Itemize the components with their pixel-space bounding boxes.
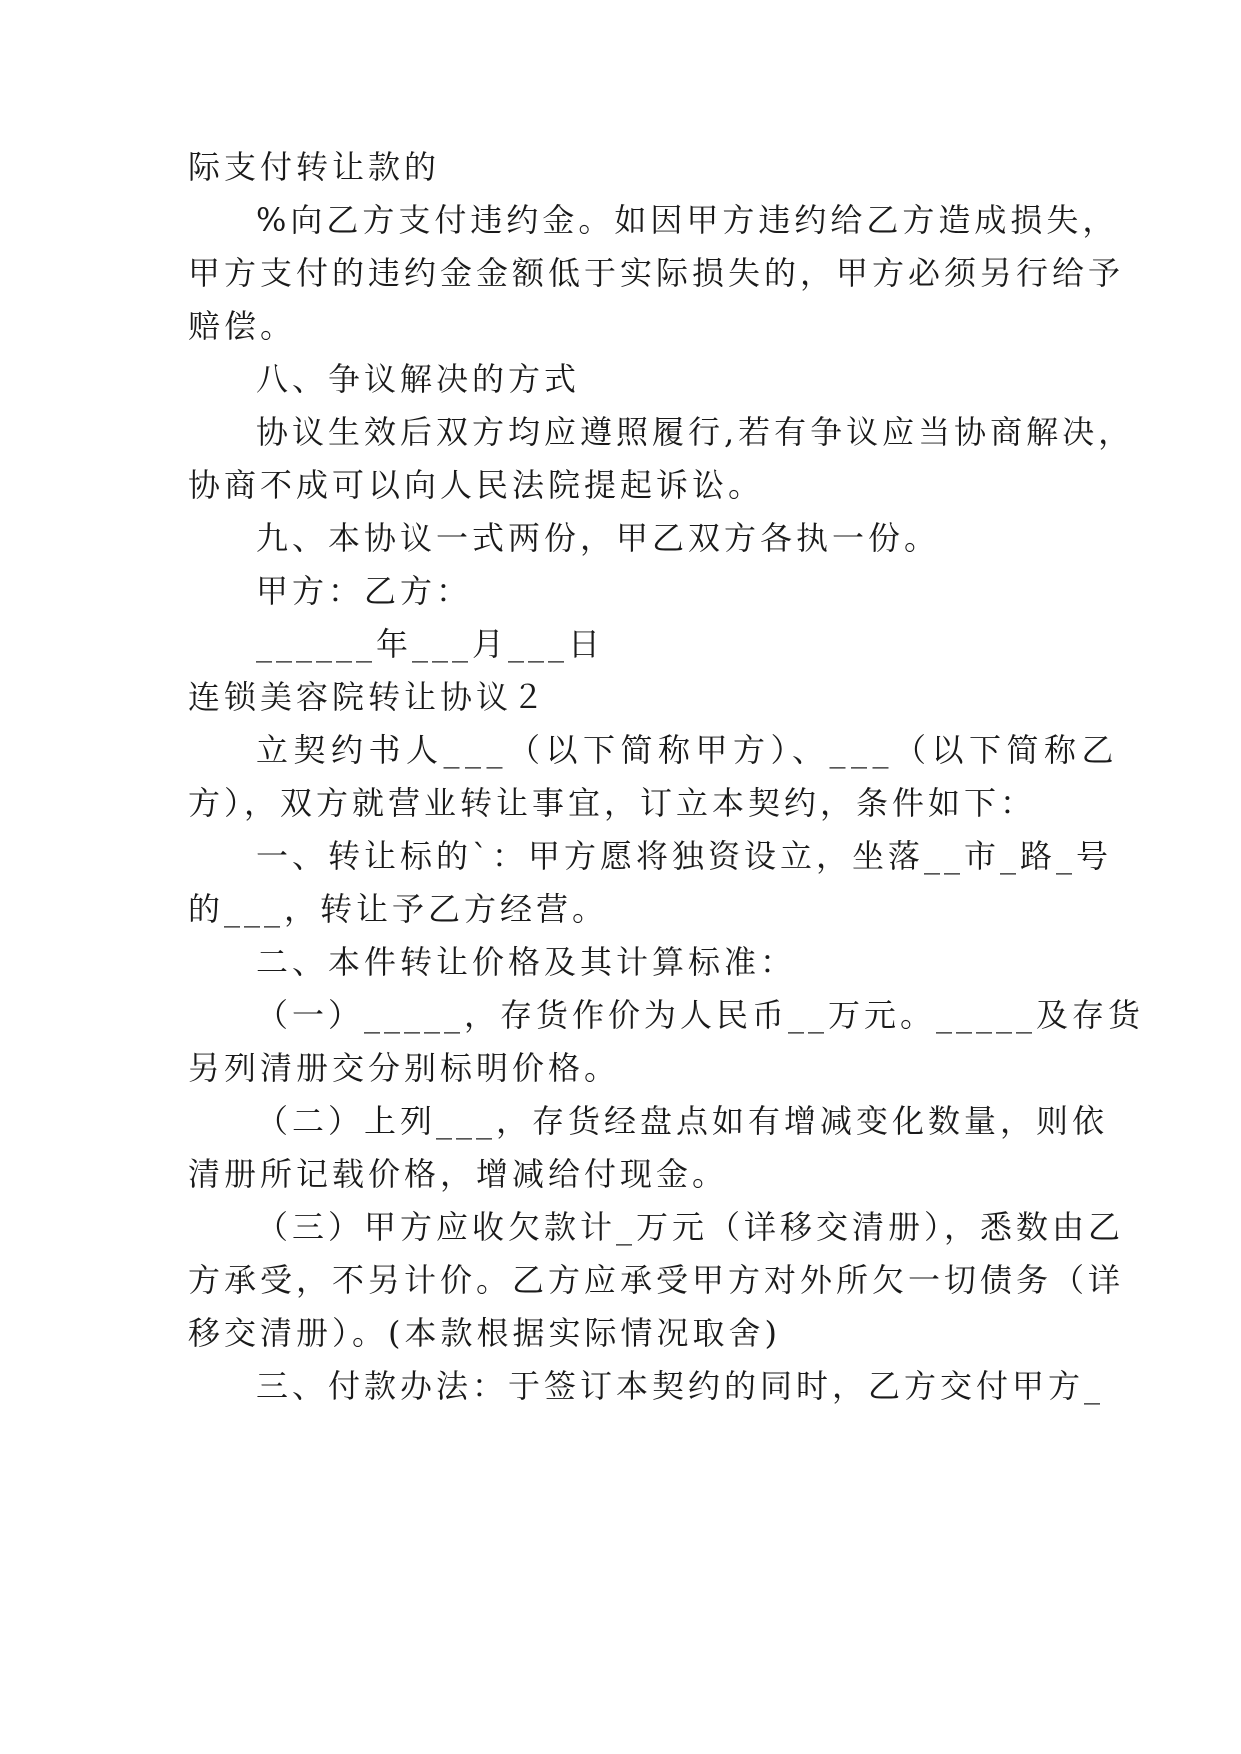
text-line: 际支付转让款的 xyxy=(188,148,441,186)
text-line: 的___，转让予乙方经营。 xyxy=(188,890,609,928)
text-line: 甲方支付的违约金金额低于实际损失的，甲方必须另行给予 xyxy=(188,254,1125,292)
text-line: 九、本协议一式两份，甲乙双方各执一份。 xyxy=(256,519,941,557)
text-line: 协商不成可以向人民法院提起诉讼。 xyxy=(188,466,765,504)
signature-line: 甲方：乙方： xyxy=(256,572,473,610)
section-heading: 三、付款办法：于签订本契约的同时，乙方交付甲方_ xyxy=(256,1367,1105,1405)
date-line: ______年___月___日 xyxy=(256,625,605,663)
text-line: 清册所记载价格，增减给付现金。 xyxy=(188,1155,729,1193)
text-line: 立契约书人___（以下简称甲方）、___（以下简称乙 xyxy=(256,731,1120,769)
text-line: 一、转让标的`：甲方愿将独资设立，坐落__市_路_号 xyxy=(256,837,1113,875)
document-title: 连锁美容院转让协议２ xyxy=(188,678,549,716)
text-line: 方承受，不另计价。乙方应承受甲方对外所欠一切债务（详 xyxy=(188,1261,1125,1299)
section-heading: 八、争议解决的方式 xyxy=(256,360,581,398)
text-line: 移交清册）。(本款根据实际情况取舍) xyxy=(188,1314,781,1352)
text-line: 协议生效后双方均应遵照履行,若有争议应当协商解决， xyxy=(256,413,1135,451)
text-line: 方），双方就营业转让事宜，订立本契约，条件如下： xyxy=(188,784,1037,822)
text-line: （三）甲方应收欠款计_万元（详移交清册），悉数由乙 xyxy=(256,1208,1125,1246)
text-line: 赔偿。 xyxy=(188,307,297,345)
section-heading: 二、本件转让价格及其计算标准： xyxy=(256,943,797,981)
text-line: %向乙方支付违约金。如因甲方违约给乙方造成损失， xyxy=(256,201,1119,239)
text-line: （一）_____，存货作价为人民币__万元。_____及存货 xyxy=(256,996,1145,1034)
text-line: 另列清册交分别标明价格。 xyxy=(188,1049,621,1087)
text-line: （二）上列___，存货经盘点如有增减变化数量，则依 xyxy=(256,1102,1109,1140)
